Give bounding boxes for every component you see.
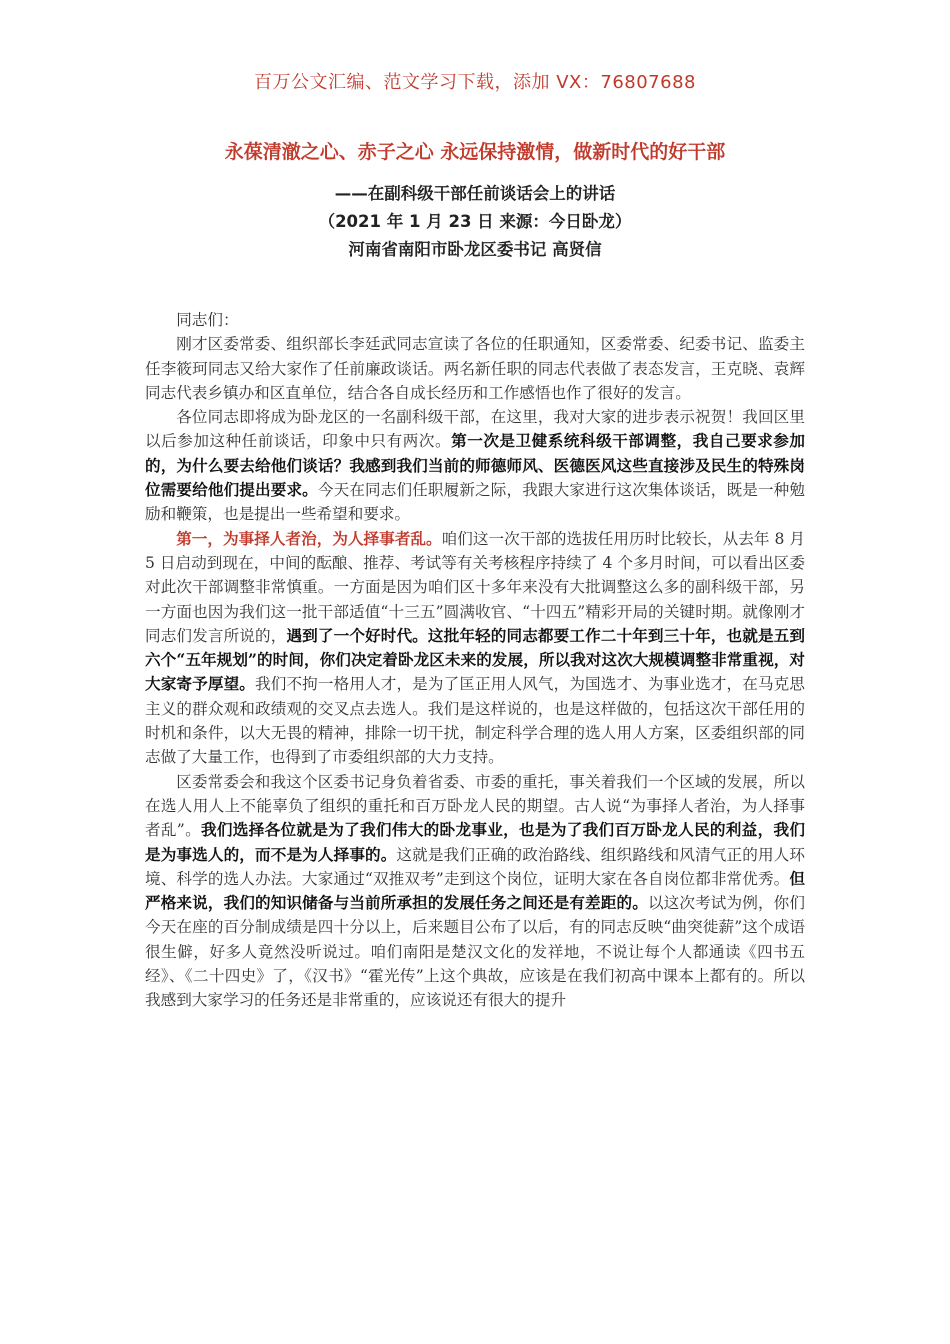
date-source-line: （2021 年 1 月 23 日 来源：今日卧龙） [318, 212, 632, 231]
paragraph-2-bold: 第一次是卫健系统科级干部调整，我自己要求参加的，为什么要去给他们谈话？我感到我们当前的师德师风、医德医风这些直接涉及民生的特殊岗位需要给他们提出要求。 [145, 431, 805, 500]
paragraph-2 [145, 405, 805, 526]
section-heading-1: 第一，为事择人者治，为人择事者乱。 [176, 528, 442, 548]
paragraph-3-bold: 遇到了一个好时代。这批年轻的同志都要工作二十年到三十年，也就是五到六个“五年规划”的时间，你们决定着卧龙区未来的发展，所以我对这次大规模调整非常重视，对大家寄予厚望。 [145, 625, 805, 694]
greeting: 同志们： [176, 311, 239, 329]
paragraph-2-text-end: 今天在同志们任职履新之际，我跟大家进行这次集体谈话，既是一种勉励和鞭策，也是提出一些希望和要求。 [145, 481, 805, 524]
paragraph-4-text: 区委常委会和我这个区委书记身负着省委、市委的重托，事关着我们一个区域的发展，所以在选人用人上不能辜负了组织的重托和百万卧龙人民的期望。古人说“为事择人者治，为人择事者乱”。 [145, 772, 805, 840]
document-body [145, 308, 805, 1013]
paragraph-1: 刚才区委常委、组织部长李廷武同志宣读了各位的任职通知，区委常委、纪委书记、监委主任李筱珂同志又给大家作了任前廉政谈话。两名新任职的同志代表做了表态发言，王克晓、袁辉同志代表乡镇办和区直单位，结合各自成长经历和工作感悟也作了很好的发言。 [145, 335, 805, 402]
paragraph-4-text-end: 以这次考试为例，你们今天在座的百分制成绩是四十分以上，后来题目公布了以后，有的同志反映“曲突徙薪”这个成语很生僻，好多人竟然没听说过。咱们南阳是楚汉文化的发祥地，不说让每个人都通读《四书五经》、《二十四史》了，《汉书》“霍光传”上这个典故，应该是在我们初高中课本上都有的。所以我感到大家学习的任务还是非常重的，应该说还有很大的提升 [145, 894, 805, 1010]
paragraph-4-text-mid: 这就是我们正确的政治路线、组织路线和风清气正的用人环境、科学的选人办法。大家通过“双推双考”走到这个岗位，证明大家在各自岗位都非常优秀。 [145, 845, 805, 888]
paragraph-4-bold: 我们选择各位就是为了我们伟大的卧龙事业，也是为了我们百万卧龙人民的利益，我们是为事选人的，而不是为人择事的。 [145, 820, 805, 864]
paragraph-3-text: 咱们这一次干部的选拔任用历时比较长，从去年 8 月 5 日启动到现在，中间的酝酿、推荐、考试等有关考核程序持续了 4 个多月时间，可以看出区委对此次干部调整非常慎重。一方面是因为咱们区十多年来没有大批调整这么多的副科级干部，另一方面也因为我们这一批干部适值“十三五”圆满收官、“十四五”精彩开局的关键时期。就像刚才同志们发言所说的， [145, 529, 805, 645]
speech-subtitle: ——在副科级干部任前谈话会上的讲话 [334, 184, 616, 203]
paragraph-3 [145, 527, 805, 770]
paragraph-4-bold-2: 但严格来说，我们的知识储备与当前所承担的发展任务之间还是有差距的。 [145, 868, 805, 913]
author-line: 河南省南阳市卧龙区委书记 高贤信 [348, 240, 602, 259]
header-banner: 百万公文汇编、范文学习下载，添加 VX：76807688 [254, 72, 696, 93]
paragraph-4 [145, 770, 805, 1013]
paragraph-3-text-end: 我们不拘一格用人才，是为了匡正用人风气，为国选才、为事业选才，在马克思主义的群众观和政绩观的交叉点去选人。我们是这样说的，也是这样做的，包括这次干部任用的时机和条件，以大无畏的精神，排除一切干扰，制定科学合理的选人用人方案，区委组织部的同志做了大量工作，也得到了市委组织部的大力支持。 [145, 675, 805, 767]
document-title: 永葆清澈之心、赤子之心 永远保持激情，做新时代的好干部 [224, 141, 726, 163]
paragraph-2-text: 各位同志即将成为卧龙区的一名副科级干部，在这里，我对大家的进步表示祝贺！我回区里以后参加这种任前谈话，印象中只有两次。 [145, 408, 805, 451]
